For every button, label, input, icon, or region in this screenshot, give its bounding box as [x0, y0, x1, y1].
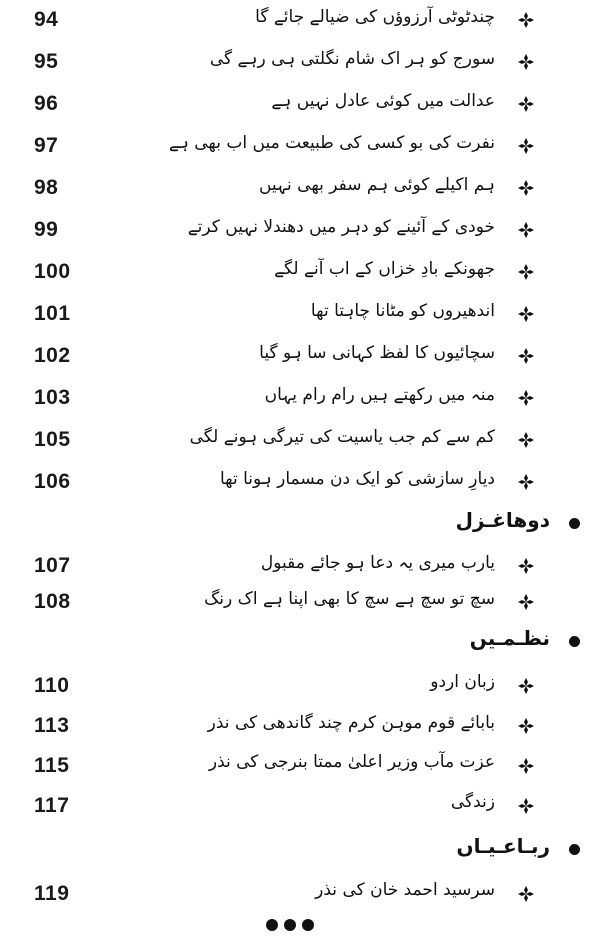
- diamond-bullet-icon: [517, 53, 535, 71]
- entry-title: کم سے کم جب یاسیت کی تیرگی ہونے لگی: [189, 427, 495, 447]
- diamond-bullet-icon: [517, 593, 535, 611]
- section-title: ربـاعـیـاں: [456, 834, 550, 858]
- toc-entry[interactable]: [0, 584, 600, 624]
- diamond-bullet-icon: [517, 305, 535, 323]
- entry-title: سچائیوں کا لفظ کہانی سا ہو گیا: [259, 343, 495, 363]
- diamond-bullet-icon: [517, 179, 535, 197]
- toc-entry[interactable]: [0, 296, 600, 336]
- diamond-bullet-icon: [517, 389, 535, 407]
- entry-title: چندٹوٹی آرزوؤں کی ضیالے جائے گا: [255, 7, 495, 27]
- page-number: 98: [34, 176, 59, 199]
- page-number: 99: [34, 218, 59, 241]
- entry-title: سچ تو سچ ہے سچ کا بھی اپنا ہے اک رنگ: [204, 589, 495, 609]
- toc-entry[interactable]: [0, 254, 600, 294]
- diamond-bullet-icon: [517, 677, 535, 695]
- toc-entry[interactable]: [0, 464, 600, 504]
- diamond-bullet-icon: [517, 221, 535, 239]
- diamond-bullet-icon: [517, 263, 535, 281]
- page-number: 102: [34, 344, 71, 367]
- toc-entry[interactable]: [0, 212, 600, 252]
- entry-title: سورج کو ہر اک شام نگلتی ہی رہے گی: [209, 49, 495, 69]
- entry-title: جھونکے بادِ خزاں کے اب آنے لگے: [274, 259, 495, 279]
- diamond-bullet-icon: [517, 557, 535, 575]
- toc-entry[interactable]: [0, 788, 600, 828]
- toc-entry[interactable]: [0, 548, 600, 588]
- bullet-dot-icon: [569, 844, 580, 855]
- entry-title: دیارِ سازشی کو ایک دن مسمار ہونا تھا: [219, 469, 495, 489]
- page-number: 100: [34, 260, 71, 283]
- diamond-bullet-icon: [517, 717, 535, 735]
- entry-title: زبان اردو: [430, 672, 495, 692]
- toc-entry[interactable]: [0, 668, 600, 708]
- toc-entry[interactable]: [0, 748, 600, 788]
- section-title: دوھاغـزل: [455, 508, 550, 532]
- entry-title: سرسید احمد خان کی نذر: [315, 880, 495, 900]
- toc-entry[interactable]: [0, 876, 600, 916]
- entry-title: ہم اکیلے کوئی ہم سفر بھی نہیں: [258, 175, 495, 195]
- entry-title: عزت مآب وزیر اعلیٰ ممتا بنرجی کی نذر: [208, 752, 495, 772]
- page-number: 96: [34, 92, 59, 115]
- toc-entry[interactable]: [0, 2, 600, 42]
- toc-entry[interactable]: [0, 86, 600, 126]
- diamond-bullet-icon: [517, 347, 535, 365]
- diamond-bullet-icon: [517, 757, 535, 775]
- toc-entry[interactable]: [0, 338, 600, 378]
- toc-entry[interactable]: [0, 44, 600, 84]
- entry-title: اندھیروں کو مٹانا چاہتا تھا: [310, 301, 495, 321]
- page-number: 119: [34, 882, 70, 905]
- page-number: 108: [34, 590, 71, 613]
- page-number: 110: [34, 674, 70, 697]
- entry-title: نفرت کی بو کسی کی طبیعت میں اب بھی ہے: [168, 133, 495, 153]
- page-number: 106: [34, 470, 71, 493]
- page-number: 97: [34, 134, 59, 157]
- toc-entry[interactable]: [0, 708, 600, 748]
- entry-title: خودی کے آئینے کو دہر میں دھندلا نہیں کرتے: [187, 217, 495, 237]
- page-number: 113: [34, 714, 70, 737]
- bullet-dot-icon: [569, 636, 580, 647]
- section-heading-nazmein: [0, 624, 600, 668]
- page-number: 105: [34, 428, 71, 451]
- section-heading-rubaiyan: [0, 832, 600, 876]
- entry-title: عدالت میں کوئی عادل نہیں ہے: [271, 91, 495, 111]
- diamond-bullet-icon: [517, 137, 535, 155]
- toc-entry[interactable]: [0, 170, 600, 210]
- entry-title: بابائے قوم موہن کرم چند گاندھی کی نذر: [207, 713, 495, 733]
- page-number: 107: [34, 554, 71, 577]
- page-number: 103: [34, 386, 71, 409]
- diamond-bullet-icon: [517, 431, 535, 449]
- diamond-bullet-icon: [517, 797, 535, 815]
- diamond-bullet-icon: [517, 11, 535, 29]
- end-ornament-dots-icon: [260, 918, 320, 932]
- page-number: 95: [34, 50, 59, 73]
- page-number: 117: [34, 794, 70, 817]
- diamond-bullet-icon: [517, 473, 535, 491]
- toc-entry[interactable]: [0, 422, 600, 462]
- toc-entry[interactable]: [0, 128, 600, 168]
- section-title: نظـمـیں: [469, 626, 550, 650]
- page-number: 115: [34, 754, 70, 777]
- section-heading-dohaghazal: [0, 506, 600, 550]
- bullet-dot-icon: [569, 518, 580, 529]
- toc-entry[interactable]: [0, 380, 600, 420]
- page-number: 101: [34, 302, 71, 325]
- entry-title: یارب میری یہ دعا ہو جائے مقبول: [260, 553, 495, 573]
- entry-title: منہ میں رکھتے ہیں رام رام یہاں: [264, 385, 495, 405]
- page-number: 94: [34, 8, 59, 31]
- entry-title: زندگی: [450, 792, 495, 812]
- diamond-bullet-icon: [517, 885, 535, 903]
- diamond-bullet-icon: [517, 95, 535, 113]
